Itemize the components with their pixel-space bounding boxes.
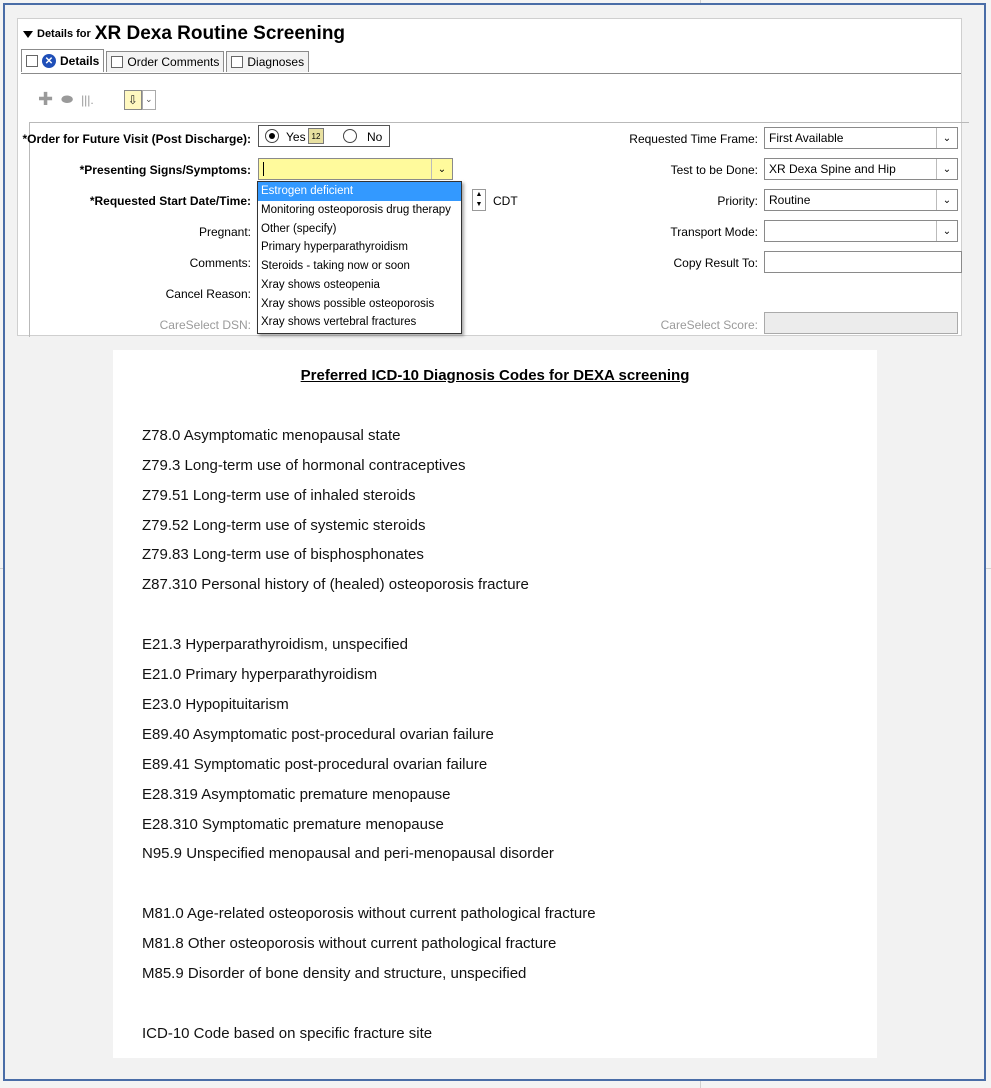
dropdown-option[interactable]: Estrogen deficient [258, 182, 461, 201]
clipboard-icon [26, 55, 38, 67]
time-frame-value: First Available [769, 131, 844, 145]
no-label: No [367, 130, 383, 144]
yes-label: Yes [286, 130, 306, 144]
yes-radio[interactable] [265, 129, 279, 143]
icd-code-item: Z79.52 Long-term use of systemic steroids [142, 517, 426, 534]
icd-code-item: M85.9 Disorder of bone density and structure, unspecified [142, 965, 527, 982]
calendar-icon[interactable]: 12 [308, 128, 324, 144]
dropdown-option[interactable]: Steroids - taking now or soon [261, 260, 410, 272]
time-frame-label: Requested Time Frame: [629, 132, 758, 146]
copy-result-label: Copy Result To: [673, 256, 758, 270]
icd-code-item: Z87.310 Personal history of (healed) osteoporosis fracture [142, 576, 529, 593]
test-select[interactable] [764, 158, 958, 180]
future-visit-label: *Order for Future Visit (Post Discharge): [22, 132, 251, 146]
icd-code-item: M81.0 Age-related osteoporosis without current pathological fracture [142, 905, 596, 922]
icd-code-item: E28.319 Asymptomatic premature menopause [142, 786, 451, 803]
icd-footer-note: ICD-10 Code based on specific fracture site [142, 1025, 433, 1042]
comments-icon [111, 56, 123, 68]
start-date-label: *Requested Start Date/Time: [89, 194, 251, 208]
icd-code-item: Z79.51 Long-term use of inhaled steroids [142, 487, 416, 504]
icd-title: Preferred ICD-10 Diagnosis Codes for DEXA screening [300, 367, 690, 384]
careselect-dsn-label: CareSelect DSN: [159, 318, 251, 332]
text-cursor [263, 162, 264, 176]
chevron-down-icon[interactable]: ⌄ [936, 190, 957, 210]
icd-code-item: Z79.83 Long-term use of bisphosphonates [142, 546, 424, 563]
dropdown-option[interactable]: Xray shows possible osteoporosis [261, 297, 435, 310]
diagnoses-icon [231, 56, 243, 68]
careselect-score-label: CareSelect Score: [660, 318, 758, 332]
pregnant-label: Pregnant: [198, 225, 251, 239]
dropdown-option[interactable]: Xray shows osteopenia [261, 278, 380, 291]
presenting-signs-dropdown [257, 181, 462, 334]
tab-order-comments-label: Order Comments [127, 55, 220, 69]
tab-divider [21, 73, 961, 74]
order-details-panel [17, 18, 962, 336]
careselect-score-input [764, 312, 958, 334]
toolbar [38, 89, 156, 110]
chevron-down-icon[interactable]: ⌄ [936, 159, 957, 179]
icd-code-item: E21.0 Primary hyperparathyroidism [142, 666, 378, 683]
presenting-label: *Presenting Signs/Symptoms: [79, 163, 251, 177]
chevron-down-icon[interactable]: ⌄ [936, 221, 957, 241]
comments-label: Comments: [189, 256, 251, 270]
test-label: Test to be Done: [670, 163, 758, 177]
icd-code-item: E23.0 Hypopituitarism [142, 696, 289, 713]
tab-order-comments[interactable] [106, 51, 224, 72]
move-down-button[interactable]: ⇩ [124, 90, 142, 110]
error-x-icon: ✕ [42, 54, 56, 68]
icd-code-item: E89.40 Asymptomatic post-procedural ovarian failure [142, 726, 494, 743]
tab-diagnoses-label: Diagnoses [247, 55, 305, 69]
transport-select[interactable] [764, 220, 958, 242]
test-value: XR Dexa Spine and Hip [769, 162, 896, 176]
priority-select[interactable] [764, 189, 958, 211]
icd-code-item: N95.9 Unspecified menopausal and peri-menopausal disorder [142, 845, 554, 862]
transport-label: Transport Mode: [670, 225, 758, 239]
time-frame-select[interactable] [764, 127, 958, 149]
collapse-triangle-icon[interactable] [23, 31, 33, 38]
details-header [23, 21, 345, 47]
tab-diagnoses[interactable] [226, 51, 309, 72]
order-title: XR Dexa Routine Screening [94, 23, 346, 44]
copy-result-input[interactable] [764, 251, 962, 273]
bars-icon[interactable]: |||. [81, 92, 94, 107]
priority-label: Priority: [717, 194, 758, 208]
cancel-reason-label: Cancel Reason: [165, 287, 251, 301]
icd-codes-card [113, 350, 877, 1058]
time-spinner[interactable]: ▲ ▼ [472, 189, 486, 211]
details-for-label: Details for [37, 28, 91, 40]
icd-code-item: E28.310 Symptomatic premature menopause [142, 816, 444, 833]
priority-value: Routine [769, 193, 811, 207]
future-visit-radio-group [258, 125, 390, 147]
tab-details[interactable] [21, 49, 104, 72]
dropdown-option[interactable]: Primary hyperparathyroidism [261, 241, 408, 254]
presenting-signs-select[interactable] [258, 158, 453, 180]
tab-details-label: Details [60, 54, 100, 68]
icd-code-item: E89.41 Symptomatic post-procedural ovarian failure [142, 756, 488, 773]
icd-code-item: Z79.3 Long-term use of hormonal contraceptives [142, 457, 466, 474]
timezone-label: CDT [493, 194, 518, 208]
tab-bar [21, 51, 311, 73]
icd-code-item: E21.3 Hyperparathyroidism, unspecified [142, 636, 408, 653]
pill-icon[interactable]: ⬬ [61, 91, 74, 107]
dropdown-option[interactable]: Xray shows vertebral fractures [261, 316, 417, 329]
chevron-down-icon[interactable]: ⌄ [142, 90, 156, 110]
add-icon[interactable]: ✚ [38, 89, 54, 109]
icd-code-item: Z78.0 Asymptomatic menopausal state [142, 427, 401, 444]
no-radio[interactable] [343, 129, 357, 143]
chevron-down-icon[interactable]: ⌄ [431, 159, 452, 179]
dropdown-option[interactable]: Other (specify) [261, 222, 337, 235]
icd-code-item: M81.8 Other osteoporosis without current pathological fracture [142, 935, 557, 952]
chevron-down-icon[interactable]: ⌄ [936, 128, 957, 148]
dropdown-option[interactable]: Monitoring osteoporosis drug therapy [261, 203, 451, 216]
